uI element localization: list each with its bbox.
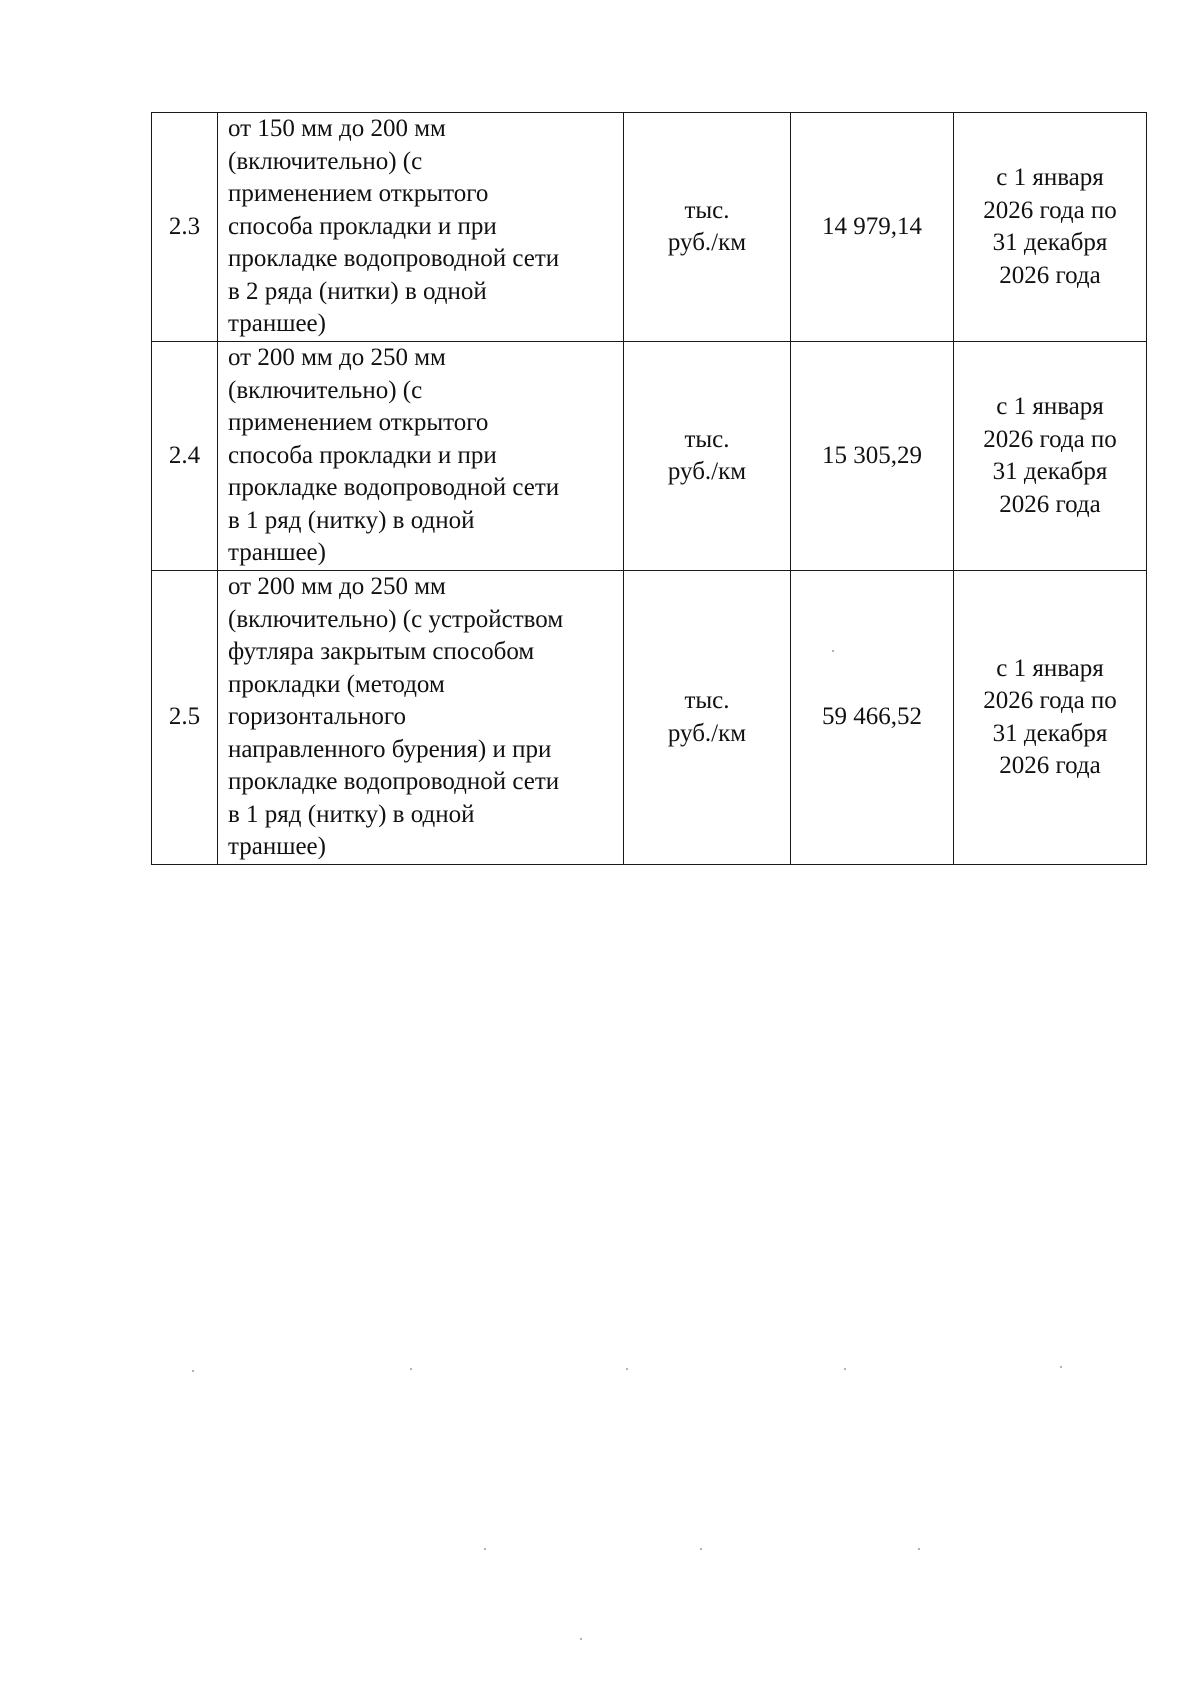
row-number: 2.5 xyxy=(152,571,218,865)
scan-speck xyxy=(844,1368,846,1370)
row-unit: тыс. руб./км xyxy=(624,342,791,571)
row-number: 2.4 xyxy=(152,342,218,571)
scan-speck xyxy=(832,650,834,652)
scan-speck xyxy=(626,1368,628,1370)
row-description: от 200 мм до 250 мм (включительно) (с применением открытого способа прокладки и при прокладке водопроводной сети в 1 ряд (нитку) в одной траншее) xyxy=(218,342,624,571)
scan-speck xyxy=(484,1548,486,1550)
row-description: от 200 мм до 250 мм (включительно) (с устройством футляра закрытым способом прокладки (методом горизонтального направленного бурения) и при прокладке водопроводной сети в 1 ряд (нитку) в одной траншее) xyxy=(218,571,624,865)
row-description: от 150 мм до 200 мм (включительно) (с применением открытого способа прокладки и при прокладке водопроводной сети в 2 ряда (нитки) в одной траншее) xyxy=(218,113,624,342)
row-value: 14 979,14 xyxy=(791,113,954,342)
table-row xyxy=(152,342,1147,571)
row-unit: тыс. руб./км xyxy=(624,571,791,865)
row-value: 15 305,29 xyxy=(791,342,954,571)
row-period: с 1 января 2026 года по 31 декабря 2026 года xyxy=(954,571,1147,865)
row-value: 59 466,52 xyxy=(791,571,954,865)
row-period: с 1 января 2026 года по 31 декабря 2026 года xyxy=(954,342,1147,571)
scan-speck xyxy=(918,1548,920,1550)
scan-speck xyxy=(1060,1366,1062,1368)
scan-speck xyxy=(580,1638,582,1640)
row-period: с 1 января 2026 года по 31 декабря 2026 года xyxy=(954,113,1147,342)
row-unit: тыс. руб./км xyxy=(624,113,791,342)
table-row xyxy=(152,113,1147,342)
scan-speck xyxy=(700,1548,702,1550)
table-row xyxy=(152,571,1147,865)
scan-speck xyxy=(192,1370,194,1372)
tariff-table xyxy=(151,112,1147,865)
row-number: 2.3 xyxy=(152,113,218,342)
scan-speck xyxy=(410,1368,412,1370)
